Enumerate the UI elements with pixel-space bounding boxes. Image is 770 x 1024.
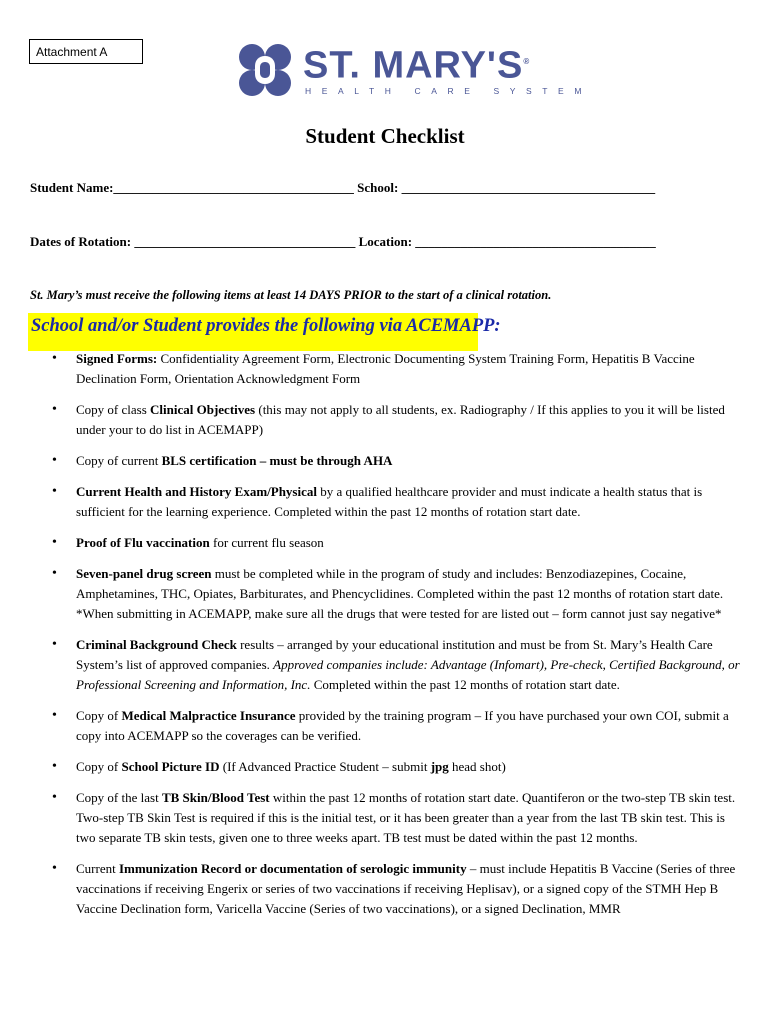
checklist-item — [30, 400, 745, 440]
bullet-icon: • — [52, 566, 57, 581]
bullet-icon: • — [52, 708, 57, 723]
checklist-item — [30, 349, 745, 389]
bullet-icon: • — [52, 351, 57, 366]
location-field[interactable]: Location: _____________________________________ — [358, 234, 656, 249]
checklist-item-text: School Picture ID — [121, 759, 220, 774]
checklist-item — [30, 788, 745, 848]
bullet-icon: • — [52, 759, 57, 774]
checklist-item-text: Medical Malpractice Insurance — [121, 708, 296, 723]
checklist-item-text: TB Skin/Blood Test — [161, 790, 270, 805]
checklist-item — [30, 451, 745, 471]
logo-subtitle: HEALTH CARE SYSTEM — [305, 86, 592, 96]
checklist-item-text: Seven-panel drug screen — [76, 566, 212, 581]
checklist — [30, 349, 745, 930]
checklist-item-text: within the past 12 months of rotation start date. Quantiferon or the two-step TB skin test. Two-step TB Skin Test is required if this is the initial test, or it has been greater than a year from the last TB skin test. This is two separate TB skin tests, given one to three weeks apart. TB test must be dated within the past 12 months. — [76, 790, 736, 845]
page-title: Student Checklist — [305, 124, 465, 148]
checklist-item — [30, 564, 745, 624]
checklist-item-text: BLS certification – must be through AHA — [161, 453, 393, 468]
checklist-item — [30, 859, 745, 919]
checklist-item-text: head shot) — [448, 759, 506, 774]
checklist-item-text: Completed within the past 12 months of rotation start date. — [310, 677, 620, 692]
checklist-item-text: Immunization Record or documentation of serologic immunity — [118, 861, 467, 876]
checklist-item-text: Copy of — [76, 759, 122, 774]
checklist-item-text: jpg — [430, 759, 449, 774]
st-marys-logo — [237, 42, 592, 102]
checklist-item-text: – must include Hepatitis B Vaccine (Series of three vaccinations if receiving Engerix or series of two vaccinations if receiving Heplisav), or a signed copy of the STMH Hep B Vaccine Declination form, Varicella Vaccine (Series of two vaccinations), or a signed Declination, MMR — [76, 861, 736, 916]
student-name-field[interactable]: Student Name:_____________________________________ — [30, 180, 358, 195]
checklist-item-text: for current flu season — [209, 535, 324, 550]
checklist-item-text: Criminal Background Check — [76, 637, 237, 652]
st-marys-emblem-icon — [237, 42, 293, 98]
checklist-item-text: Copy of — [76, 708, 122, 723]
checklist-item — [30, 706, 745, 746]
attachment-label: Attachment A — [29, 39, 143, 64]
checklist-item-text: Confidentiality Agreement Form, Electronic Documenting System Training Form, Hepatitis B Vaccine Declination Form, Orientation Acknowledgment Form — [76, 351, 695, 386]
checklist-item-text: Copy of current — [76, 453, 162, 468]
checklist-item — [30, 757, 745, 777]
checklist-item-text: by a qualified healthcare provider and must indicate a health status that is sufficient for the learning experience. Completed within the past 12 months of rotation start date. — [76, 484, 703, 519]
checklist-item-text: (this may not apply to all students, ex. Radiography / If this applies to you it will be listed under your to do list in ACEMAPP) — [76, 402, 725, 437]
checklist-item-text: must be completed while in the program of study and includes: Benzodiazepines, Cocaine, Amphetamines, THC, Opiates, Barbiturates, and Phencyclidines. Completed within the past 12 months of rotation start date. *When submitting in ACEMAPP, make sure all the drugs that were tested for are listed out – form cannot just say negative* — [76, 566, 724, 621]
bullet-icon: • — [52, 861, 57, 876]
logo-wordmark: ST. MARY'S® — [303, 44, 531, 87]
bullet-icon: • — [52, 453, 57, 468]
bullet-icon: • — [52, 790, 57, 805]
checklist-item-text: Current Health and History Exam/Physical — [76, 484, 317, 499]
checklist-item-text: Copy of class — [76, 402, 151, 417]
student-name-line — [30, 180, 655, 196]
dates-of-rotation-field[interactable]: Dates of Rotation: __________________________________ — [30, 234, 359, 249]
checklist-item — [30, 635, 745, 695]
bullet-icon: • — [52, 484, 57, 499]
checklist-item-text: Signed Forms: — [76, 351, 158, 366]
checklist-item-text: (If Advanced Practice Student – submit — [219, 759, 431, 774]
deadline-notice: St. Mary’s must receive the following items at least 14 DAYS PRIOR to the start of a clinical rotation. — [30, 288, 552, 302]
bullet-icon: • — [52, 637, 57, 652]
bullet-icon: • — [52, 535, 57, 550]
checklist-item — [30, 533, 745, 553]
school-field[interactable]: School: _______________________________________ — [357, 180, 656, 195]
checklist-item-text: Proof of Flu vaccination — [76, 535, 210, 550]
checklist-item-text: Clinical Objectives — [150, 402, 256, 417]
checklist-item-text: Approved companies include: Advantage (Infomart), Pre-check, Certified Background, or Professional Screening and Information, Inc. — [76, 657, 740, 692]
checklist-item — [30, 482, 745, 522]
bullet-icon: • — [52, 402, 57, 417]
checklist-item-text: Current — [76, 861, 119, 876]
section-heading: School and/or Student provides the following via ACEMAPP: — [31, 316, 501, 336]
checklist-item-text: results – arranged by your educational institution and must be from St. Mary’s Health Care System’s list of approved companies. — [76, 637, 713, 672]
checklist-item-text: provided by the training program – If you have purchased your own COI, submit a copy into ACEMAPP so the coverages can be verified. — [76, 708, 729, 743]
checklist-item-text: Copy of the last — [76, 790, 162, 805]
rotation-line — [30, 234, 656, 250]
